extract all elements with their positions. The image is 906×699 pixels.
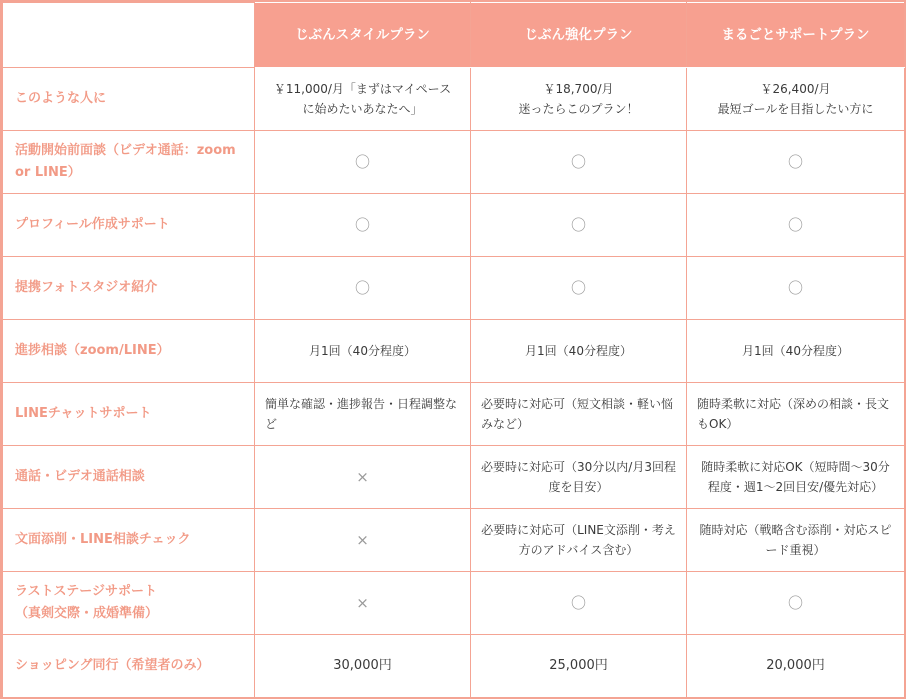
table-row bbox=[3, 383, 905, 446]
plan-header-jibun-style: じぶんスタイルプラン bbox=[255, 3, 471, 68]
row-label: LINEチャットサポート bbox=[3, 383, 255, 446]
plan-header-jibun-kyoka: じぶん強化プラン bbox=[471, 3, 687, 68]
row-label: 活動開始前面談（ビデオ通話：zoom or LINE） bbox=[3, 131, 255, 194]
table-cell: 〇 bbox=[471, 194, 687, 257]
table-cell: ￥11,000/月「まずはマイペースに始めたいあなたへ」 bbox=[255, 68, 471, 131]
row-label: ラストステージサポート （真剣交際・成婚準備） bbox=[3, 572, 255, 635]
table-cell: 〇 bbox=[471, 131, 687, 194]
row-label: 提携フォトスタジオ紹介 bbox=[3, 257, 255, 320]
table-row bbox=[3, 131, 905, 194]
table-row bbox=[3, 635, 905, 698]
table-cell: 簡単な確認・進捗報告・日程調整など bbox=[255, 383, 471, 446]
table-cell: × bbox=[255, 446, 471, 509]
table-cell: 〇 bbox=[471, 257, 687, 320]
table-cell: 〇 bbox=[471, 572, 687, 635]
table-row bbox=[3, 68, 905, 131]
header-corner-cell bbox=[3, 3, 255, 68]
table-cell: 25,000円 bbox=[471, 635, 687, 698]
table-cell: 月1回（40分程度） bbox=[255, 320, 471, 383]
table-cell: 必要時に対応可（30分以内/月3回程度を目安） bbox=[471, 446, 687, 509]
table-cell: 〇 bbox=[255, 194, 471, 257]
table-cell: 随時柔軟に対応（深めの相談・長文もOK） bbox=[687, 383, 905, 446]
table-cell: × bbox=[255, 509, 471, 572]
table-cell: 〇 bbox=[687, 257, 905, 320]
table-cell: × bbox=[255, 572, 471, 635]
table-row bbox=[3, 446, 905, 509]
table-row bbox=[3, 509, 905, 572]
table-cell: 随時柔軟に対応OK（短時間〜30分程度・週1〜2回目安/優先対応） bbox=[687, 446, 905, 509]
table-header-row bbox=[3, 3, 905, 68]
table-cell: 月1回（40分程度） bbox=[471, 320, 687, 383]
row-label: プロフィール作成サポート bbox=[3, 194, 255, 257]
table-row bbox=[3, 572, 905, 635]
row-label: 進捗相談（zoom/LINE） bbox=[3, 320, 255, 383]
table-row bbox=[3, 194, 905, 257]
table-cell: 20,000円 bbox=[687, 635, 905, 698]
table-cell: 必要時に対応可（LINE文添削・考え方のアドバイス含む） bbox=[471, 509, 687, 572]
table-cell: 〇 bbox=[255, 257, 471, 320]
table-cell: 随時対応（戦略含む添削・対応スピード重視） bbox=[687, 509, 905, 572]
row-label: このような人に bbox=[3, 68, 255, 131]
table-cell: 〇 bbox=[687, 194, 905, 257]
table-cell: 30,000円 bbox=[255, 635, 471, 698]
table-row bbox=[3, 320, 905, 383]
table-cell: 〇 bbox=[687, 572, 905, 635]
table-cell: 月1回（40分程度） bbox=[687, 320, 905, 383]
table-cell: ￥18,700/月 迷ったらこのプラン！ bbox=[471, 68, 687, 131]
table-row bbox=[3, 257, 905, 320]
table-cell: 〇 bbox=[255, 131, 471, 194]
table-cell: 〇 bbox=[687, 131, 905, 194]
row-label: ショッピング同行（希望者のみ） bbox=[3, 635, 255, 698]
row-label: 文面添削・LINE相談チェック bbox=[3, 509, 255, 572]
table-cell: ￥26,400/月 最短ゴールを目指したい方に bbox=[687, 68, 905, 131]
table-cell: 必要時に対応可（短文相談・軽い悩みなど） bbox=[471, 383, 687, 446]
row-label: 通話・ビデオ通話相談 bbox=[3, 446, 255, 509]
plan-comparison-table bbox=[2, 2, 905, 698]
plan-header-marugoto-support: まるごとサポートプラン bbox=[687, 3, 905, 68]
